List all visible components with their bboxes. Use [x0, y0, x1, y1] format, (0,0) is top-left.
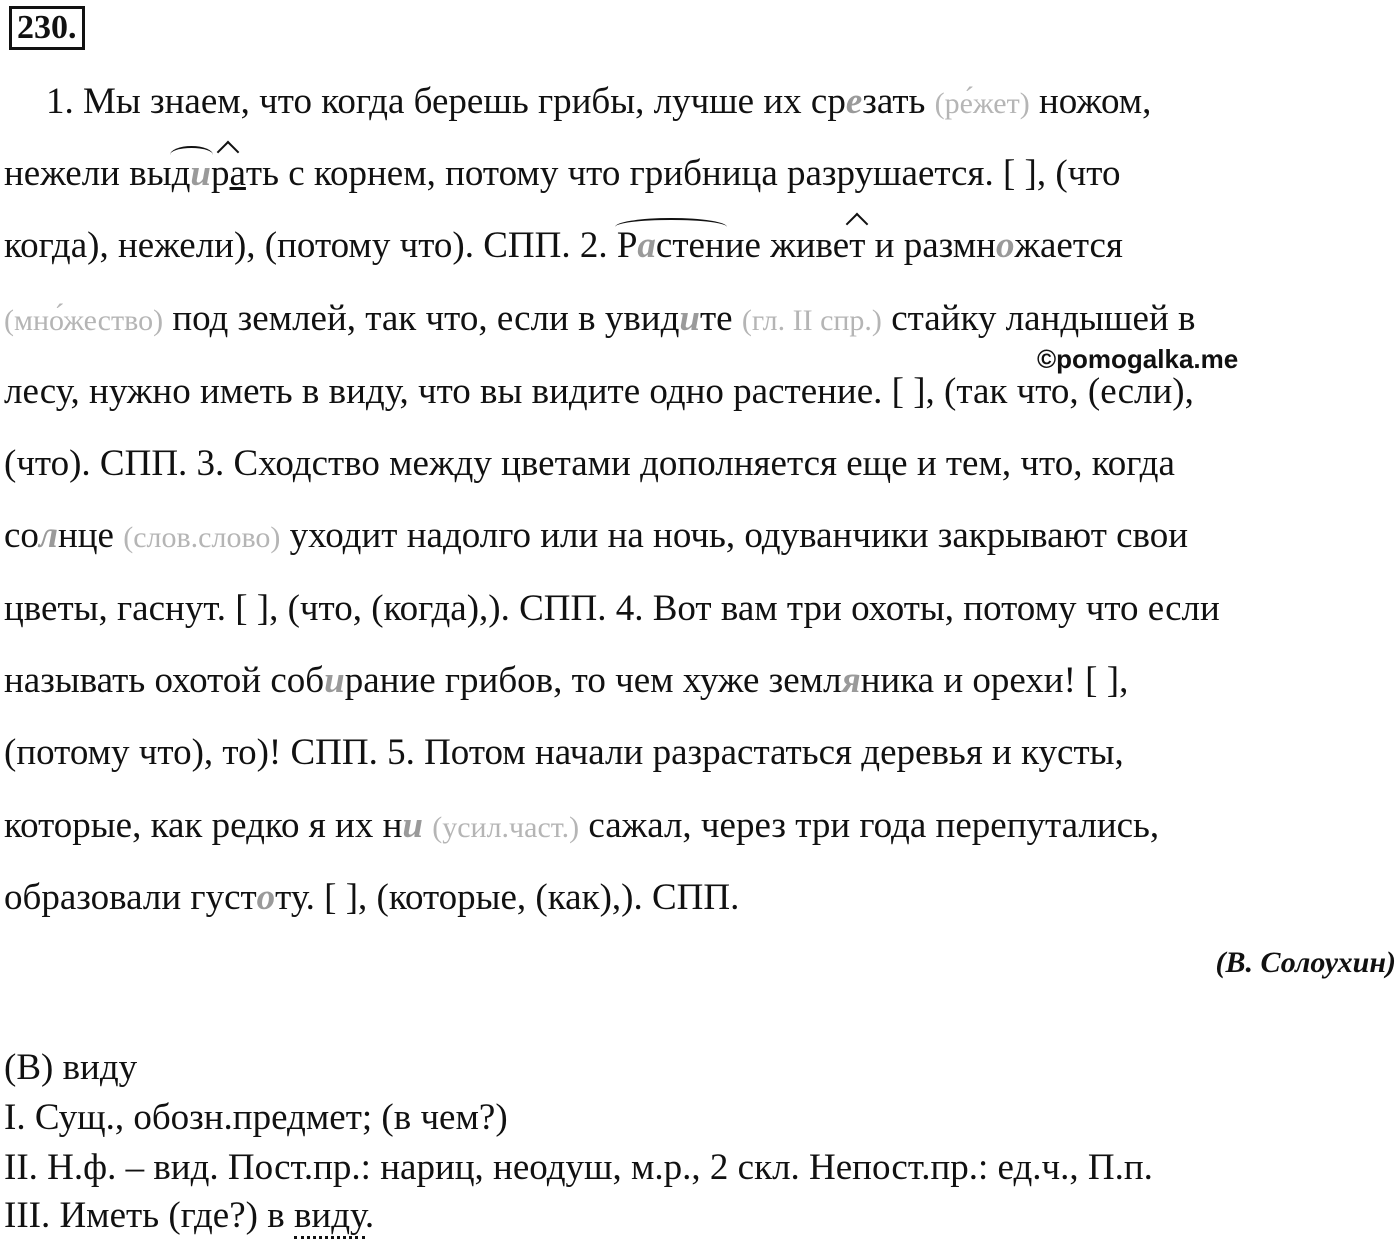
text-fragment: Р	[616, 225, 638, 266]
text-fragment: когда), нежели), (потому что). СПП. 2.	[4, 225, 617, 266]
text-fragment: и размн	[865, 225, 996, 266]
text-fragment: зать	[862, 81, 935, 122]
text-fragment: ие живе	[724, 225, 850, 266]
grammar-hint: (мно́жество)	[4, 304, 164, 337]
analysis-line-4	[4, 1194, 374, 1238]
highlighted-letter: л	[38, 515, 58, 556]
watermark: ©pomogalka.me	[1037, 344, 1239, 374]
text-fragment: стен	[655, 225, 725, 266]
text-line-10: (потому что), то)! СПП. 5. Потом начали разрастаться деревья и кусты,	[4, 732, 1124, 773]
underlined-word: виду	[294, 1195, 365, 1239]
analysis-line-3: II. Н.ф. – вид. Пост.пр.: нариц, неодуш, м.р., 2 скл. Непост.пр.: ед.ч., П.п.	[4, 1147, 1153, 1188]
text-fragment: д	[171, 153, 191, 194]
text-fragment: нце	[57, 515, 124, 556]
text-fragment	[423, 805, 432, 846]
text-line-2	[4, 152, 1120, 196]
text-fragment: которые, как редко я их н	[4, 805, 403, 846]
text-fragment: 1. Мы знаем, что когда берешь грибы, лучше их ср	[46, 81, 846, 122]
text-line-9	[4, 659, 1128, 703]
text-fragment: ника и орехи! [ ],	[860, 660, 1129, 701]
text-fragment: р	[210, 153, 230, 194]
text-fragment: жается	[1014, 225, 1123, 266]
text-fragment: т	[849, 225, 866, 266]
text-fragment: III. Иметь (где?) в	[4, 1195, 294, 1236]
text-line-4	[4, 297, 1195, 343]
highlighted-letter: я	[841, 660, 861, 701]
text-fragment: сажал, через три года перепутались,	[579, 805, 1160, 846]
text-fragment: со	[4, 515, 39, 556]
exercise-number: 230.	[9, 6, 85, 50]
analysis-line-1: (В) виду	[4, 1047, 138, 1088]
text-fragment: те	[700, 298, 742, 339]
highlighted-letter: е	[845, 81, 863, 122]
highlighted-letter: а	[637, 225, 656, 266]
text-line-1	[46, 80, 1151, 126]
text-fragment: образовали густ	[4, 877, 257, 918]
text-fragment: под землей, так что, если в увид	[163, 298, 680, 339]
text-fragment: .	[364, 1195, 375, 1236]
text-fragment: стайку ландышей в	[881, 298, 1196, 339]
highlighted-letter: и	[190, 153, 211, 194]
text-fragment: называть охотой соб	[4, 660, 325, 701]
grammar-hint: (гл. II спр.)	[741, 304, 882, 337]
text-line-8: цветы, гаснут. [ ], (что, (когда),). СПП. 4. Вот вам три охоты, потому что если	[4, 588, 1220, 629]
text-fragment: ть с корнем, потому что грибница разрушается. [ ], (что	[245, 153, 1121, 194]
suffix-letter: а	[229, 153, 246, 194]
text-fragment: ножом,	[1029, 81, 1152, 122]
text-line-11	[4, 804, 1159, 850]
highlighted-letter: о	[995, 225, 1015, 266]
text-line-6: (что). СПП. 3. Сходство между цветами дополняется еще и тем, что, когда	[4, 443, 1175, 484]
highlighted-letter: о	[256, 877, 276, 918]
text-line-3	[4, 224, 1123, 268]
grammar-hint: (усил.част.)	[432, 811, 580, 844]
text-fragment: ту. [ ], (которые, (как),). СПП.	[275, 877, 740, 918]
text-fragment: уходит надолго или на ночь, одуванчики закрывают свои	[280, 515, 1189, 556]
highlighted-letter: и	[402, 805, 423, 846]
author-signature: (В. Солоухин)	[1215, 946, 1396, 979]
text-fragment: нежели вы	[4, 153, 172, 194]
grammar-hint: (ре́жет)	[934, 87, 1030, 120]
text-line-12	[4, 876, 739, 920]
highlighted-letter: и	[324, 660, 345, 701]
highlighted-letter: и	[679, 298, 700, 339]
text-line-7	[4, 514, 1188, 560]
analysis-line-2: I. Сущ., обозн.предмет; (в чем?)	[4, 1097, 508, 1138]
text-line-5: лесу, нужно иметь в виду, что вы видите одно растение. [ ], (так что, (если),	[4, 371, 1194, 412]
grammar-hint: (слов.слово)	[123, 521, 281, 554]
text-fragment: рание грибов, то чем хуже земл	[344, 660, 842, 701]
